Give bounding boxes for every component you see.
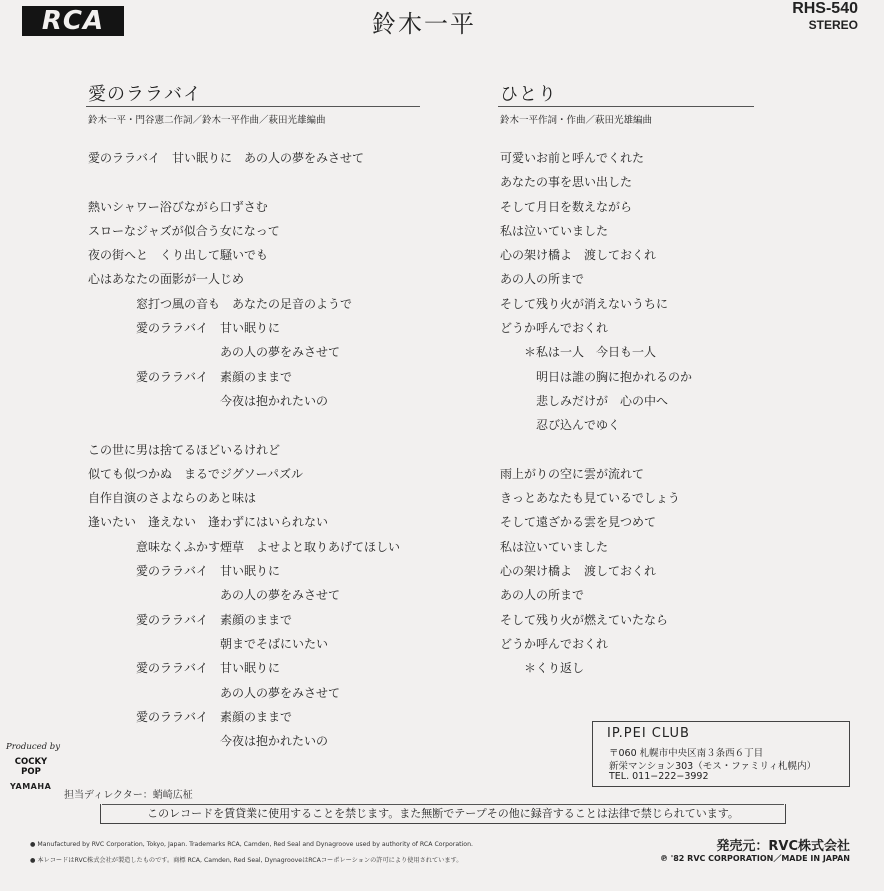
yamaha-label: YAMAHA <box>10 782 52 791</box>
catalog-block <box>792 0 858 34</box>
lyric-line: 悲しみだけが 心の中へ <box>500 393 669 408</box>
lyric-line: 熱いシャワー浴びながら口ずさむ <box>88 199 268 214</box>
cocky-pop-bottom: POP <box>21 767 41 777</box>
lyric-line: ＊くり返し <box>500 661 585 676</box>
cocky-pop-logo <box>5 757 57 779</box>
lyric-line: スローなジャズが似合う女になって <box>88 223 280 238</box>
lyric-line: 今夜は抱かれたいの <box>88 734 329 749</box>
lyric-line <box>88 170 400 194</box>
lyric-line: あなたの事を思い出した <box>500 175 633 190</box>
manufactured-notice: ● Manufactured by RVC Corporation, Tokyo, Japan. Trademarks RCA, Camden, Red Seal and Dynagroove used by authority of RCA Corporation. <box>30 841 473 848</box>
song1-credits: 鈴木一平・門谷憲二作詞／鈴木一平作曲／萩田光雄編曲 <box>88 115 326 126</box>
lyric-line: 愛のララバイ 甘い眠りに <box>88 564 281 579</box>
lyric-line: 愛のララバイ 素顔のままで <box>88 709 293 724</box>
lyric-line: そして残り火が消えないうちに <box>500 296 669 311</box>
lyric-line: 自作自演のさよならのあと味は <box>88 491 257 506</box>
song1-lyrics <box>88 146 400 753</box>
lyric-line: 心の架け橋よ 渡しておくれ <box>500 564 657 579</box>
lyric-line: そして遠ざかる雲を見つめて <box>500 515 657 530</box>
lyric-line: 私は泣いていました <box>500 539 609 554</box>
lyric-line: どうか呼んでおくれ <box>500 321 609 336</box>
lyric-line: 雨上がりの空に雲が流れて <box>500 466 645 481</box>
song2-title: ひとり <box>500 84 557 105</box>
lyric-line: 明日は誰の胸に抱かれるのか <box>500 369 693 384</box>
song1-title: 愛のララバイ <box>88 84 202 105</box>
lyric-line: 愛のララバイ 素顔のままで <box>88 369 293 384</box>
song1-title-rule <box>86 106 420 107</box>
fan-club-box <box>592 721 850 787</box>
lyric-line: あの人の夢をみさせて <box>88 685 341 700</box>
club-address-1: 〒060 札幌市中央区南３条西６丁目 <box>609 748 764 759</box>
lyric-line: あの人の夢をみさせて <box>88 345 341 360</box>
club-address-2: 新栄マンション303（モス・ファミリィ札幌内） <box>609 761 817 772</box>
lyric-line <box>500 438 692 462</box>
lyric-line: 意味なくふかす煙草 よせよと取りあげてほしい <box>88 539 401 554</box>
lyric-line <box>88 413 400 437</box>
lyric-line: あの人の所まで <box>500 588 585 603</box>
manufactured-notice-jp: ● 本レコードはRVC株式会社が製造したものです。商標 RCA, Camden, Red Seal, DynagrooveはRCAコーポレーションの許可により使用されています。 <box>30 857 463 864</box>
lyric-line: 心はあなたの面影が一人じめ <box>88 272 245 287</box>
lyric-line: 夜の街へと くり出して騒いでも <box>88 248 269 263</box>
lyric-line: 忍び込んでゆく <box>500 418 621 433</box>
seller-name: 発売元：RVC株式会社 <box>716 839 850 854</box>
lyric-line: あの人の所まで <box>500 272 585 287</box>
catalog-number: RHS-540 <box>792 0 858 17</box>
lyric-line: 窓打つ風の音も あなたの足音のようで <box>88 296 353 311</box>
lyric-line: 可愛いお前と呼んでくれた <box>500 151 645 165</box>
artist-name: 鈴木一平 <box>372 10 476 38</box>
lyric-line: 似ても似つかぬ まるでジグソーパズル <box>88 466 304 481</box>
lyric-line: そして残り火が燃えていたなら <box>500 612 669 627</box>
club-tel: TEL. 011−222−3992 <box>609 771 709 782</box>
lyric-line: 愛のララバイ 甘い眠りに <box>88 321 281 336</box>
lyric-line: 心の架け橋よ 渡しておくれ <box>500 248 657 263</box>
format-label: STEREO <box>808 18 858 32</box>
cocky-pop-top: COCKY <box>14 757 48 767</box>
lyric-line: 今夜は抱かれたいの <box>88 393 329 408</box>
rca-logo: RCA <box>22 6 124 36</box>
warning-notice: このレコードを賃貸業に使用することを禁じます。また無断でテープその他に録音することは法律で禁じられています。 <box>100 804 786 824</box>
director-credit: 担当ディレクター：蛸崎広柾 <box>64 790 193 801</box>
produced-by-label: Produced by <box>6 742 60 752</box>
copyright-line: ℗ '82 RVC CORPORATION／MADE IN JAPAN <box>660 854 850 863</box>
club-name: IP.PEI CLUB <box>607 726 690 741</box>
lyric-line: 愛のララバイ 甘い眠りに <box>88 661 281 676</box>
song2-title-rule <box>498 106 754 107</box>
lyric-line: ＊私は一人 今日も一人 <box>500 345 657 360</box>
lyric-line: きっとあなたも見ているでしょう <box>500 491 680 506</box>
lyric-line: 愛のララバイ 素顔のままで <box>88 612 293 627</box>
song2-lyrics <box>500 146 692 681</box>
song2-credits: 鈴木一平作詞・作曲／萩田光雄編曲 <box>500 115 653 126</box>
lyric-line: この世に男は捨てるほどいるけれど <box>88 442 281 457</box>
lyric-line: 朝までそばにいたい <box>88 636 329 651</box>
lyric-line: あの人の夢をみさせて <box>88 588 341 603</box>
lyric-line: どうか呼んでおくれ <box>500 636 609 651</box>
lyric-line: 逢いたい 逢えない 逢わずにはいられない <box>88 515 329 530</box>
lyric-line: そして月日を数えながら <box>500 199 633 214</box>
lyric-line: 私は泣いていました <box>500 223 609 238</box>
lyric-line: 愛のララバイ 甘い眠りに あの人の夢をみさせて <box>88 151 365 165</box>
